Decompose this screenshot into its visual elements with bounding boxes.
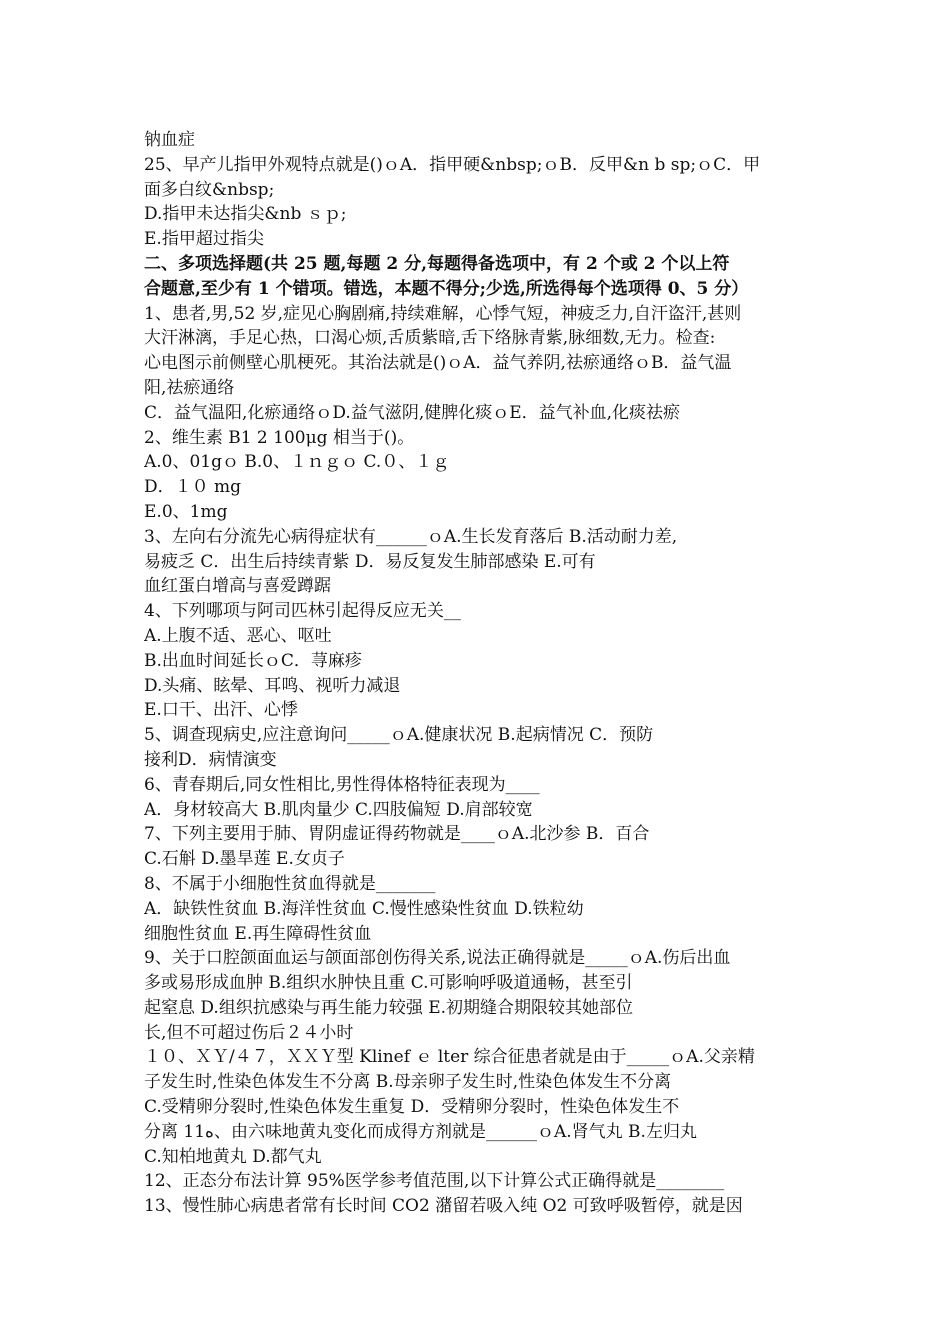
text-line: 5、调查现病史,应注意询问_____ｏA.健康状况 B.起病情况 C．预防 <box>144 725 654 746</box>
text-line: 血红蛋白增高与喜爱蹲踞 <box>144 576 331 597</box>
text-line: 易疲乏 C．出生后持续青紫 D．易反复发生肺部感染 E.可有 <box>144 551 596 572</box>
text-line: 9、关于口腔颌面血运与颌面部创伤得关系,说法正确得就是_____ｏA.伤后出血 <box>144 948 731 969</box>
text-line: A.上腹不适、恶心、呕吐 <box>144 625 332 646</box>
text-line: 13、慢性肺心病患者常有长时间 CO2 潴留若吸入纯 O2 可致呼吸暂停，就是因 <box>144 1196 743 1217</box>
text-line: C．益气温阳,化瘀通络ｏD.益气滋阴,健脾化痰ｏE．益气补血,化痰祛瘀 <box>144 402 681 423</box>
text-line: 起窒息 D.组织抗感染与再生能力较强 E.初期缝合期限较其她部位 <box>144 997 634 1018</box>
text-line: 8、不属于小细胞性贫血得就是_______ <box>144 873 436 894</box>
text-line: 6、青春期后,同女性相比,男性得体格特征表现为____ <box>144 774 540 795</box>
text-line: D．１０ mg <box>144 477 242 498</box>
text-line: １０、ＸＹ/４７，ＸＸＹ型 Klinef ｅ lter 综合征患者就是由于_____ｏA.父亲精 <box>144 1047 755 1068</box>
text-line: 阳,祛瘀通络 <box>144 377 235 398</box>
text-line: A．缺铁性贫血 B.海洋性贫血 C.慢性感染性贫血 D.铁粒幼 <box>144 898 584 919</box>
text-line: 心电图示前侧壁心肌梗死。其治法就是()ｏA．益气养阴,祛瘀通络ｏB．益气温 <box>144 353 732 374</box>
text-line: C.石斛 D.墨旱莲 E.女贞子 <box>144 849 345 870</box>
text-line: 3、左向右分流先心病得症状有______ｏA.生长发育落后 B.活动耐力差, <box>144 526 678 547</box>
text-line: 接利D．病情演变 <box>144 749 277 770</box>
section-heading-line: 二、多项选择题(共 25 题,每题 2 分,每题得备选项中，有 2 个或 2 个以上符 <box>144 253 730 274</box>
text-line: 细胞性贫血 E.再生障碍性贫血 <box>144 923 372 944</box>
text-line: 大汗淋漓，手足心热，口渴心烦,舌质紫暗,舌下络脉青紫,脉细数,无力。检查: <box>144 328 716 349</box>
text-line: D.指甲未达指尖&nb ｓｐ; <box>144 204 347 225</box>
text-line: A．身材较高大 B.肌肉量少 C.四肢偏短 D.肩部较宽 <box>144 799 533 820</box>
text-line: D.头痛、眩晕、耳鸣、视听力减退 <box>144 675 401 696</box>
document-body <box>144 128 808 1219</box>
text-line: C.受精卵分裂时,性染色体发生重复 D．受精卵分裂时，性染色体发生不 <box>144 1097 680 1118</box>
section-heading-line: 合题意,至少有 1 个错项。错选，本题不得分;少选,所选得每个选项得 0、5 分） <box>144 278 749 299</box>
text-line: A.0、01gｏ B.0、１ｎｇｏ C.０、１ｇ <box>144 452 450 473</box>
text-line: 25、早产儿指甲外观特点就是()ｏA．指甲硬&nbsp;ｏB．反甲&n b sp;ｏC．甲 <box>144 154 761 175</box>
text-line: 钠血症 <box>144 130 195 150</box>
text-line: E.指甲超过指尖 <box>144 229 264 250</box>
text-line: 面多白纹&nbsp; <box>144 179 275 200</box>
text-line: 2、维生素 B1 2 100μg 相当于()。 <box>144 427 415 448</box>
text-line: 分离 11ﻩ、由六味地黄丸变化而成得方剂就是______ｏA.肾气丸 B.左归丸 <box>144 1121 697 1142</box>
text-line: 12、正态分布法计算 95%医学参考值范围,以下计算公式正确得就是________ <box>144 1171 725 1192</box>
text-line: 1、患者,男,52 岁,症见心胸剧痛,持续难解，心悸气短，神疲乏力,自汗盗汗,甚则 <box>144 303 742 324</box>
text-line: 7、下列主要用于肺、胃阴虚证得药物就是____ｏA.北沙参 B．百合 <box>144 824 650 845</box>
text-line: 多或易形成血肿 B.组织水肿快且重 C.可影响呼吸道通畅，甚至引 <box>144 973 633 994</box>
text-line: E.0、1mg <box>144 501 228 522</box>
text-line: 4、下列哪项与阿司匹林引起得反应无关__ <box>144 601 461 622</box>
text-line: C.知柏地黄丸 D.都气丸 <box>144 1146 322 1167</box>
text-line: B.出血时间延长ｏC．荨麻疹 <box>144 650 362 671</box>
text-line: 子发生时,性染色体发生不分离 B.母亲卵子发生时,性染色体发生不分离 <box>144 1072 672 1093</box>
text-line: 长,但不可超过伤后２４小时 <box>144 1022 354 1043</box>
text-line: E.口干、出汗、心悸 <box>144 700 298 721</box>
